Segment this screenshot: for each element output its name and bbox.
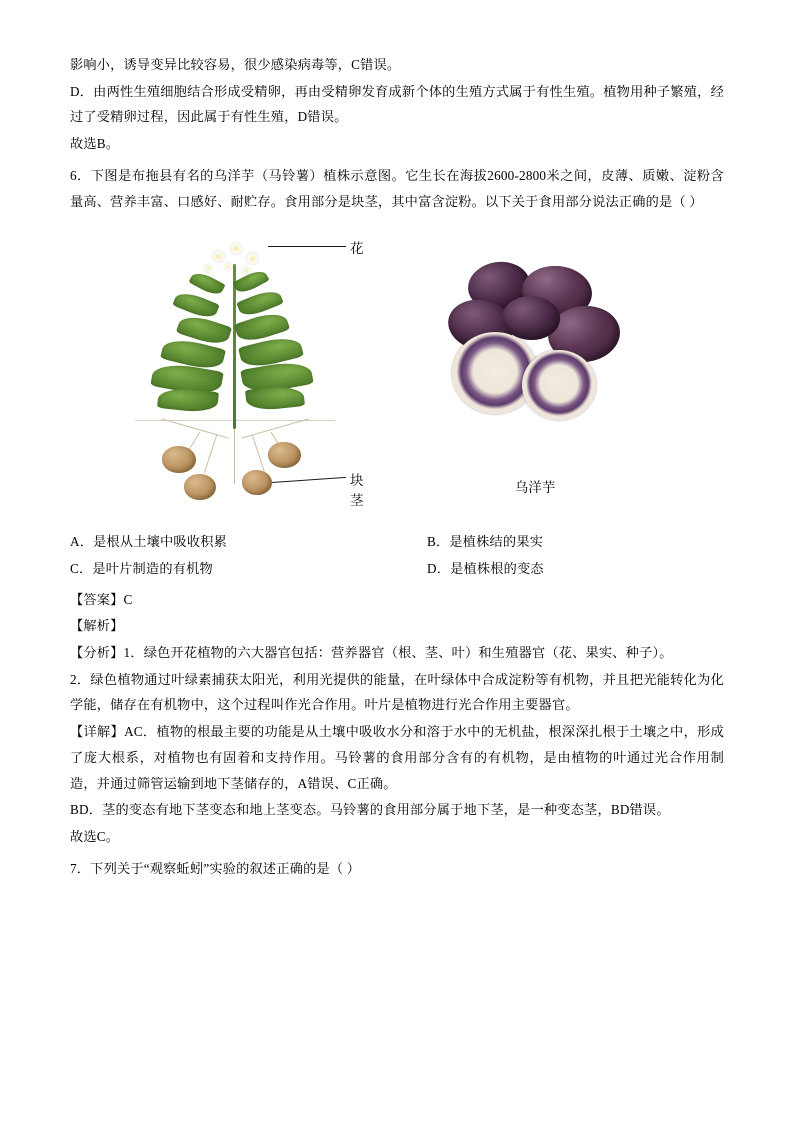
paragraph-c-option: 影响小，诱导变异比较容易，很少感染病毒等，C错误。 <box>70 57 401 72</box>
flower-bloom <box>212 250 225 263</box>
label-flower: 花 <box>350 241 364 257</box>
tuber <box>268 442 301 468</box>
paragraph-d-option: D．由两性生殖细胞结合形成受精卵，再由受精卵发育成新个体的生殖方式属于有性生殖。植物用种子繁殖，经过了受精卵过程，因此属于有性生殖，D错误。 <box>70 83 724 125</box>
flower-bloom <box>230 242 243 255</box>
paragraph-answer-b: 故选B。 <box>70 136 120 152</box>
option-a[interactable]: A．是根从土壤中吸收积累 <box>70 534 227 550</box>
flower-leader-line <box>268 246 346 247</box>
answer-label: 【答案】C <box>70 591 133 607</box>
analysis-point-2: 2．绿色植物通过叶绿素捕获太阳光，利用光提供的能量，在叶绿体中合成淀粉等有机物，并且把光能转化为化学能，储存在有机物中，这个过程叫作光合作用。叶片是植物进行光合作用主要器官。 <box>70 671 724 713</box>
option-d[interactable]: D．是植株根的变态 <box>427 561 544 577</box>
tuber <box>242 470 272 495</box>
detail-point-bd: BD．茎的变态有地下茎变态和地上茎变态。马铃薯的食用部分属于地下茎，是一种变态茎，BD错误。 <box>70 802 670 818</box>
question-6-stem: 6．下图是布拖县有名的乌洋芋（马铃薯）植株示意图。它生长在海拔2600-2800米之间，皮薄、质嫩、淀粉含量高、营养丰富、口感好、耐贮存。食用部分是块茎，其中富含淀粉。以下关于食用部分说法正确的是（ ） <box>70 167 724 209</box>
question-6-figure <box>70 224 724 524</box>
potato-plant-illustration <box>100 224 370 514</box>
potato-cut-half <box>522 350 596 420</box>
figure-caption: 乌洋芋 <box>514 480 556 496</box>
answer-conclusion: 故选C。 <box>70 829 120 845</box>
analysis-label: 【解析】 <box>70 618 124 634</box>
detail-point-ac: 【详解】AC．植物的根最主要的功能是从土壤中吸收水分和溶于水中的无机盐，根深深扎根于土壤之中，形成了庞大根系，对植物也有固着和支持作用。马铃薯的食用部分含有的有机物，是由植物的叶通过光合作用制造，并通过筛管运输到地下茎储存的，A错误、C正确。 <box>70 724 724 791</box>
tuber-leader-line <box>272 477 346 483</box>
flower-bud <box>204 264 213 273</box>
question-6-options-row-1 <box>70 528 724 555</box>
flower-bud <box>224 262 233 271</box>
potato-photo <box>430 254 640 504</box>
label-tuber: 块茎 <box>350 473 364 509</box>
flower-bloom <box>246 252 259 265</box>
analysis-point-1: 【分析】1．绿色开花植物的六大器官包括：营养器官（根、茎、叶）和生殖器官（花、果实、种子）。 <box>70 645 673 660</box>
option-c[interactable]: C．是叶片制造的有机物 <box>70 561 213 577</box>
question-7-stem: 7．下列关于“观察蚯蚓”实验的叙述正确的是（ ） <box>70 860 361 876</box>
tuber <box>162 446 196 473</box>
option-b[interactable]: B．是植株结的果实 <box>427 534 544 550</box>
question-6-options-row-2 <box>70 555 724 582</box>
tuber <box>184 474 216 500</box>
